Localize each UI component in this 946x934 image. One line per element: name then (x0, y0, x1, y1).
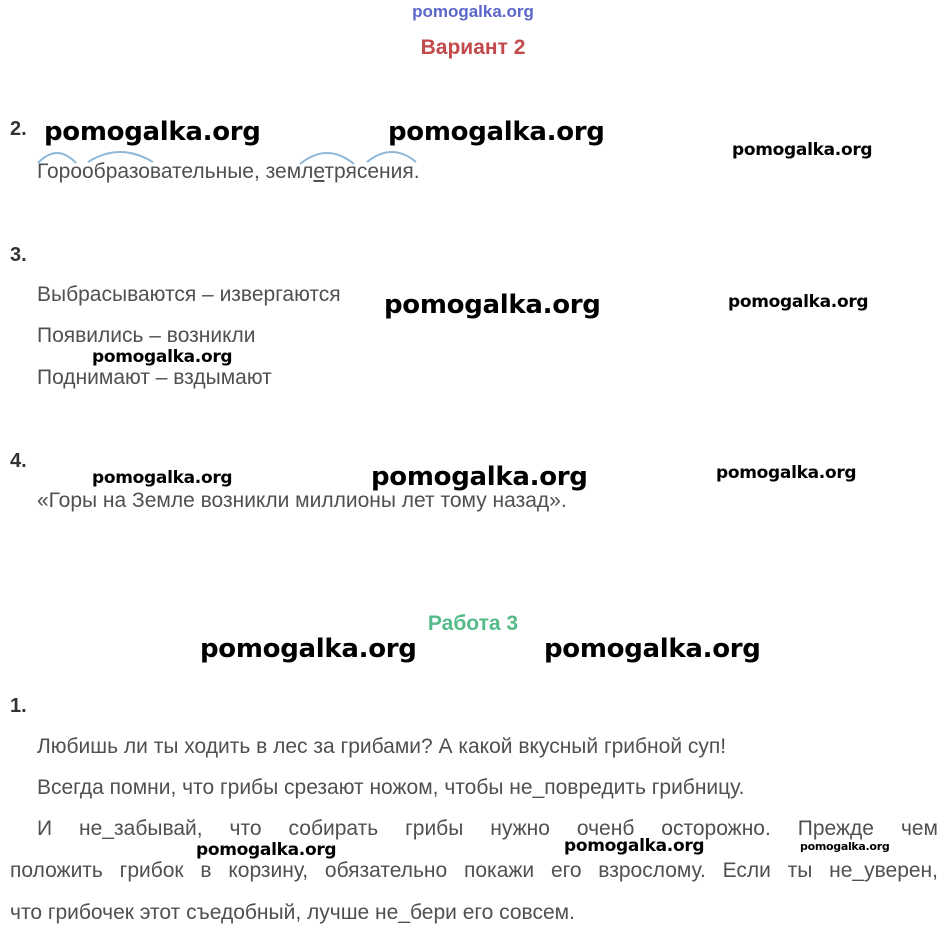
task-2-text-part1: Горообразовательные, земл (37, 160, 314, 183)
task-2-number: 2. (10, 118, 27, 140)
watermark-text: pomogalka.org (92, 468, 233, 488)
root-arc-2 (88, 152, 153, 162)
work-heading: Работа 3 (427, 612, 519, 635)
task-4-number: 4. (10, 450, 27, 472)
work-3-line-2: Всегда помни, что грибы срезают ножом, чтобы не_повредить грибницу. (37, 776, 745, 799)
watermark-text: pomogalka.org (384, 290, 601, 320)
root-arc-3 (300, 153, 354, 164)
watermark-text: pomogalka.org (196, 840, 337, 860)
task-3-number: 3. (10, 244, 27, 266)
work-3-line-4: положить грибок в корзину, обязательно покажи его взрослому. Если ты не_уверен, (10, 859, 938, 882)
variant-heading: Вариант 2 (420, 36, 526, 59)
watermark-text: pomogalka.org (732, 140, 873, 160)
watermark-text: pomogalka.org (92, 347, 233, 367)
site-header-label: pomogalka.org (412, 2, 534, 21)
morpheme-root-arcs (0, 0, 946, 200)
task-3-line-2: Появились – возникли (37, 324, 256, 347)
work-3-task-1-number: 1. (10, 695, 27, 717)
task-2-text-underlined: е (313, 160, 325, 183)
task-3-line-3: Поднимают – вздымают (37, 366, 272, 389)
root-arc-4 (367, 152, 416, 162)
watermark-text: pomogalka.org (716, 463, 857, 483)
task-4-quote: «Горы на Земле возникли миллионы лет тому назад». (37, 489, 567, 512)
work-3-line-5: что грибочек этот съедобный, лучше не_бери его совсем. (10, 901, 575, 924)
work-3-line-3: И не_забывай, что собирать грибы нужно оченб осторожно. Прежде чем (37, 817, 938, 840)
work-3-line-1: Любишь ли ты ходить в лес за грибами? А какой вкусный грибной суп! (37, 735, 727, 758)
task-2-text-part2: трясения. (324, 160, 420, 183)
watermark-text: pomogalka.org (564, 836, 705, 856)
task-3-line-1: Выбрасываются – извергаются (37, 283, 341, 306)
watermark-text: pomogalka.org (200, 634, 417, 664)
watermark-text: pomogalka.org (800, 840, 890, 853)
watermark-text: pomogalka.org (544, 634, 761, 664)
watermark-text: pomogalka.org (371, 462, 588, 492)
root-arc-1 (38, 153, 76, 163)
watermark-text: pomogalka.org (728, 292, 869, 312)
watermark-text: pomogalka.org (388, 117, 605, 147)
watermark-text: pomogalka.org (44, 117, 261, 147)
